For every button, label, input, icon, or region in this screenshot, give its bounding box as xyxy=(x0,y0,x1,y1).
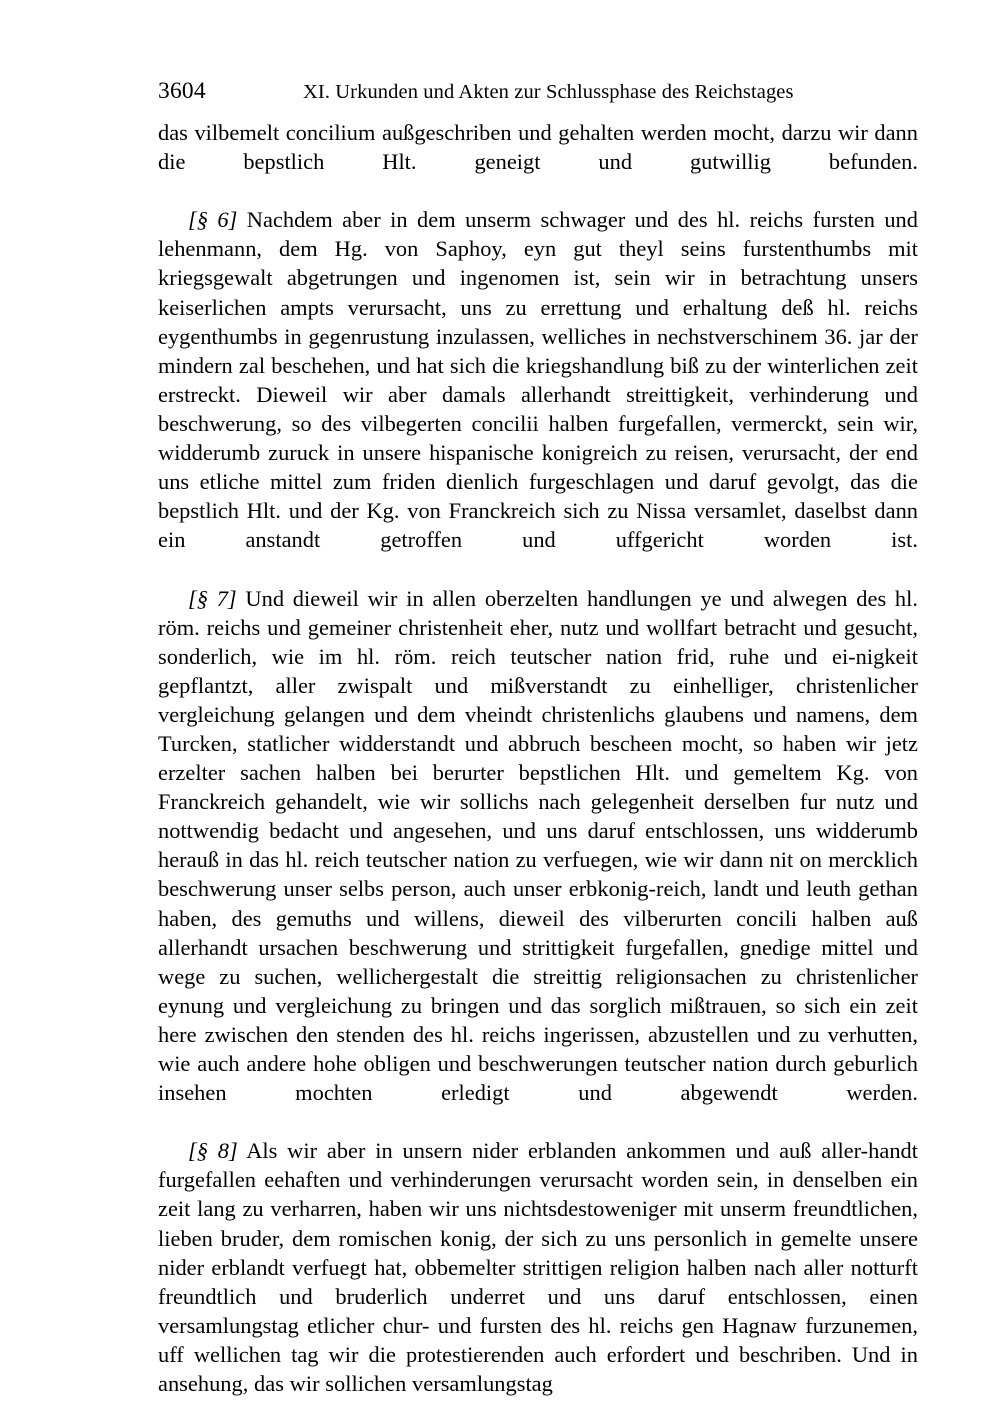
section-marker-7: [§ 7] xyxy=(188,585,237,611)
paragraph-section-6 xyxy=(158,205,918,583)
running-head xyxy=(158,76,918,106)
page-number: 3604 xyxy=(158,78,206,104)
body-text-block xyxy=(158,118,918,1398)
paragraph-text: Und dieweil wir in allen oberzelten handlungen ye und alwegen des hl. röm. reichs und gemeiner christenheit eher, nutz und wollfart betracht und gesucht, sonderlich, wie im hl. röm. reich teutscher nation frid, ruhe und ei-nigkeit gepflantzt, aller zwispalt und mißverstandt zu einhelliger, christenlicher vergleichung gelangen und dem vheindt christenlichs glaubens und namens, dem Turcken, statlicher widderstandt und abbruch bescheen mocht, so haben wir jetz erzelter sachen halben bei berurter bepstlichen Hlt. und gemeltem Kg. von Franckreich gehandelt, wie wir sollichs nach gelegenheit derselben fur nutz und nottwendig bedacht und angesehen, und uns daruf entschlossen, uns widderumb herauß in das hl. reich teutscher nation zu verfuegen, wie wir dann nit on mercklich beschwerung unser selbs person, auch unser erbkonig-reich, landt und leuth gethan haben, des gemuths und willens, dieweil des vilberurten concili halben auß allerhandt ursachen beschwerung und strittigkeit furgefallen, gnedige mittel und wege zu suchen, wellichergestalt die streittig religionsachen zu christenlicher eynung und vergleichung zu bringen und das sorglich mißtrauen, so sich ein zeit here zwischen den stenden des hl. reichs ingerissen, abzustellen und zu verhutten, wie auch andere hohe obligen und beschwerungen teutscher nation durch geburlich insehen mochten erledigt und abgewendt werden. xyxy=(158,585,919,1106)
paragraph-text: Nachdem aber in dem unserm schwager und des hl. reichs fursten und lehenmann, dem Hg. von Saphoy, eyn gut theyl seins furstenthumbs mit kriegsgewalt abgetrungen und ingenomen ist, sein wir in betrachtung unsers keiserlichen ampts verursacht, uns zu errettung und erhaltung deß hl. reichs eygenthumbs in gegenrustung inzulassen, welliches in nechstverschinem 36. jar der mindern zal beschehen, und hat sich die kriegshandlung biß zu der winterlichen zeit erstreckt. Dieweil wir aber damals allerhandt streittigkeit, verhinderung und beschwerung, so des vilbegerten concilii halben furgefallen, vermerckt, sein wir, widderumb zuruck in unsere hispanische konigreich zu reisen, verursacht, der end uns etliche mittel zum friden dienlich furgeschlagen und daruf gevolgt, das die bepstlich Hlt. und der Kg. von Franckreich sich zu Nissa versamlet, daselbst dann ein anstandt getroffen und uffgericht worden ist. xyxy=(158,207,918,553)
running-head-title: XI. Urkunden und Akten zur Schlussphase des Reichstages xyxy=(303,81,794,103)
section-marker-8: [§ 8] xyxy=(188,1138,238,1164)
paragraph-section-8 xyxy=(158,1136,918,1398)
paragraph-text: das vilbemelt concilium außgeschriben und gehalten werden mocht, darzu wir dann die bepstlich Hlt. geneigt und gutwillig befunden. xyxy=(158,120,918,175)
paragraph-continuation xyxy=(158,118,918,205)
paragraph-text: Als wir aber in unsern nider erblanden ankommen und auß aller-handt furgefallen eehaften und verhinderungen verursacht worden sein, in denselben ein zeit lang zu verharren, haben wir uns nichtsdestoweniger mit unserm freundtlichen, lieben bruder, dem romischen konig, der sich zu uns personlich in gemelte unsere nider erblandt verfuegt hat, obbemelter strittigen religion halben nach aller notturft freundtlich und bruderlich underret und uns daruf entschlossen, einen versamlungstag etlicher chur- und fursten des hl. reichs gen Hagnaw furzunemen, uff wellichen tag wir die protestierenden auch erfordert und beschriben. Und in ansehung, das wir sollichen versamlungstag xyxy=(158,1138,918,1397)
paragraph-section-7 xyxy=(158,584,918,1137)
section-marker-6: [§ 6] xyxy=(188,207,238,233)
